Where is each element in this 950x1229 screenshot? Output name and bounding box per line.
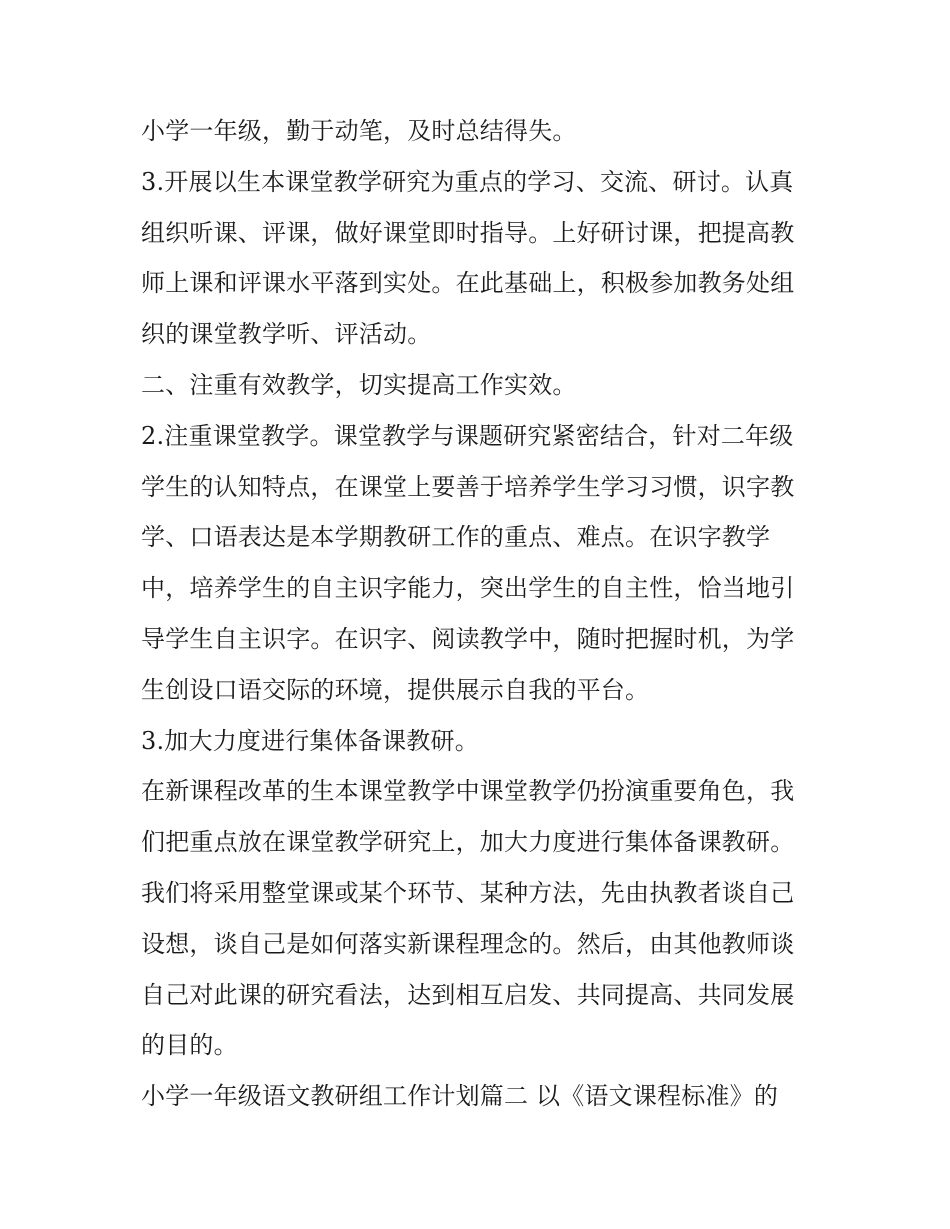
text-line: 生创设口语交际的环境，提供展示自我的平台。 (141, 675, 650, 704)
text-line: 组织听课、评课，做好课堂即时指导。上好研讨课，把提高教 (141, 218, 795, 247)
text-line: 小学一年级，勤于动笔，及时总结得失。 (141, 117, 577, 145)
text-line: 导学生自主识字。在识字、阅读教学中，随时把握时机，为学 (141, 624, 795, 653)
text-line: 织的课堂教学听、评活动。 (141, 320, 432, 349)
text-line: 学、口语表达是本学期教研工作的重点、难点。在识字教学 (141, 523, 771, 552)
text-line: 3.加大力度进行集体备课教研。 (141, 726, 479, 755)
text-line: 的目的。 (141, 1031, 238, 1060)
text-line: 设想，谈自己是如何落实新课程理念的。然后，由其他教师谈 (141, 929, 795, 958)
text-line: 们把重点放在课堂教学研究上，加大力度进行集体备课教研。 (141, 828, 795, 857)
section-heading: 二、注重有效教学，切实提高工作实效。 (141, 370, 577, 399)
text-line: 小学一年级语文教研组工作计划篇二 以《语文课程标准》的 (141, 1082, 779, 1111)
text-line: 我们将采用整堂课或某个环节、某种方法，先由执教者谈自己 (141, 878, 795, 907)
text-line: 2.注重课堂教学。课堂教学与课题研究紧密结合，针对二年级 (141, 421, 794, 450)
text-line: 自己对此课的研究看法，达到相互启发、共同提高、共同发展 (141, 980, 795, 1009)
text-line: 学生的认知特点，在课堂上要善于培养学生学习习惯，识字教 (141, 472, 795, 501)
text-line: 中，培养学生的自主识字能力，突出学生的自主性，恰当地引 (141, 574, 795, 603)
text-line: 师上课和评课水平落到实处。在此基础上，积极参加教务处组 (141, 269, 795, 298)
text-line: 3.开展以生本课堂教学研究为重点的学习、交流、研讨。认真 (141, 167, 794, 196)
document-body (141, 106, 821, 1122)
text-line: 在新课程改革的生本课堂教学中课堂教学仍扮演重要角色，我 (141, 777, 795, 806)
